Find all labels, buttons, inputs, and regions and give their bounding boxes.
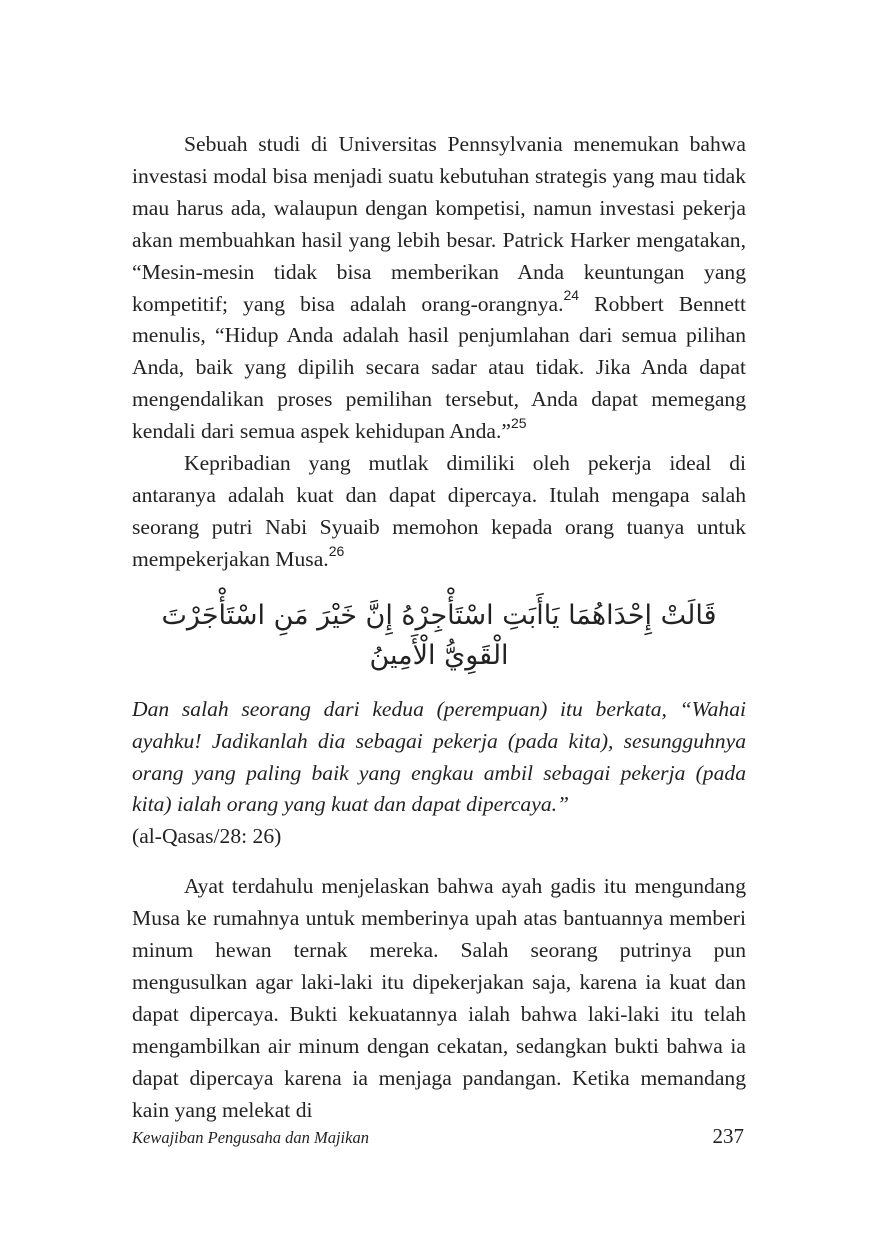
page-footer (132, 1124, 746, 1154)
paragraph-2 (132, 448, 746, 576)
paragraph-1-text-b: Robbert Bennett menulis, “Hidup Anda adalah hasil penjumlahan dari semua pilihan Anda, baik yang dipilih secara sadar atau tidak. Jika Anda dapat mengendalikan proses pemilihan tersebut, Anda dapat memegang kendali dari semua aspek kehidupan Anda.” (132, 291, 746, 444)
verse-reference: (al-Qasas/28: 26) (132, 824, 282, 849)
page-number: 237 (712, 1124, 744, 1148)
paragraph-1-text-a: Sebuah studi di Universitas Pennsylvania menemukan bahwa investasi modal bisa menjadi suatu kebutuhan strategis yang mau tidak mau harus ada, walaupun dengan kompetisi, namun investasi pekerja akan membuahkan hasil yang lebih besar. Patrick Harker mengatakan, “Mesin-mesin tidak bisa memberikan Anda keuntungan yang kompetitif; yang bisa adalah orang-orangnya. (132, 132, 746, 316)
paragraph-2-text: Kepribadian yang mutlak dimiliki oleh pekerja ideal di antaranya adalah kuat dan dapat dipercaya. Itulah mengapa salah seorang putri Nabi Syuaib memohon kepada orang tuanya untuk mempekerjakan Musa. (132, 451, 746, 571)
paragraph-3 (132, 871, 746, 1126)
verse-translation: Dan salah seorang dari kedua (perempuan) itu berkata, “Wahai ayahku! Jadikanlah dia sebagai pekerja (pada kita), sesungguhnya orang yang paling baik yang engkau ambil sebagai pekerja (pada kita) ialah orang yang kuat dan dapat dipercaya.” (132, 696, 746, 817)
arabic-verse: قَالَتْ إِحْدَاهُمَا يَاأَبَتِ اسْتَأْجِرْهُ إِنَّ خَيْرَ مَنِ اسْتَأْجَرْتَ الْقَوِيُّ الْأَمِينُ (161, 599, 717, 671)
footnote-marker-24: 24 (563, 287, 580, 304)
paragraph-1 (132, 129, 746, 448)
footnote-marker-25: 25 (510, 414, 527, 431)
page-body (132, 129, 746, 1126)
footnote-marker-26: 26 (328, 542, 345, 559)
paragraph-3-text: Ayat terdahulu menjelaskan bahwa ayah gadis itu mengundang Musa ke rumahnya untuk memberinya upah atas bantuannya memberi minum hewan ternak mereka. Salah seorang putrinya pun mengusulkan agar laki-laki itu dipekerjakan saja, karena ia kuat dan dapat dipercaya. Bukti kekuatannya ialah bahwa laki-laki itu telah mengambilkan air minum dengan cekatan, sedangkan bukti bahwa ia dapat dipercaya karena ia menjaga pandangan. Ketika memandang kain yang melekat di (132, 874, 746, 1122)
running-title: Kewajiban Pengusaha dan Majikan (132, 1128, 369, 1147)
